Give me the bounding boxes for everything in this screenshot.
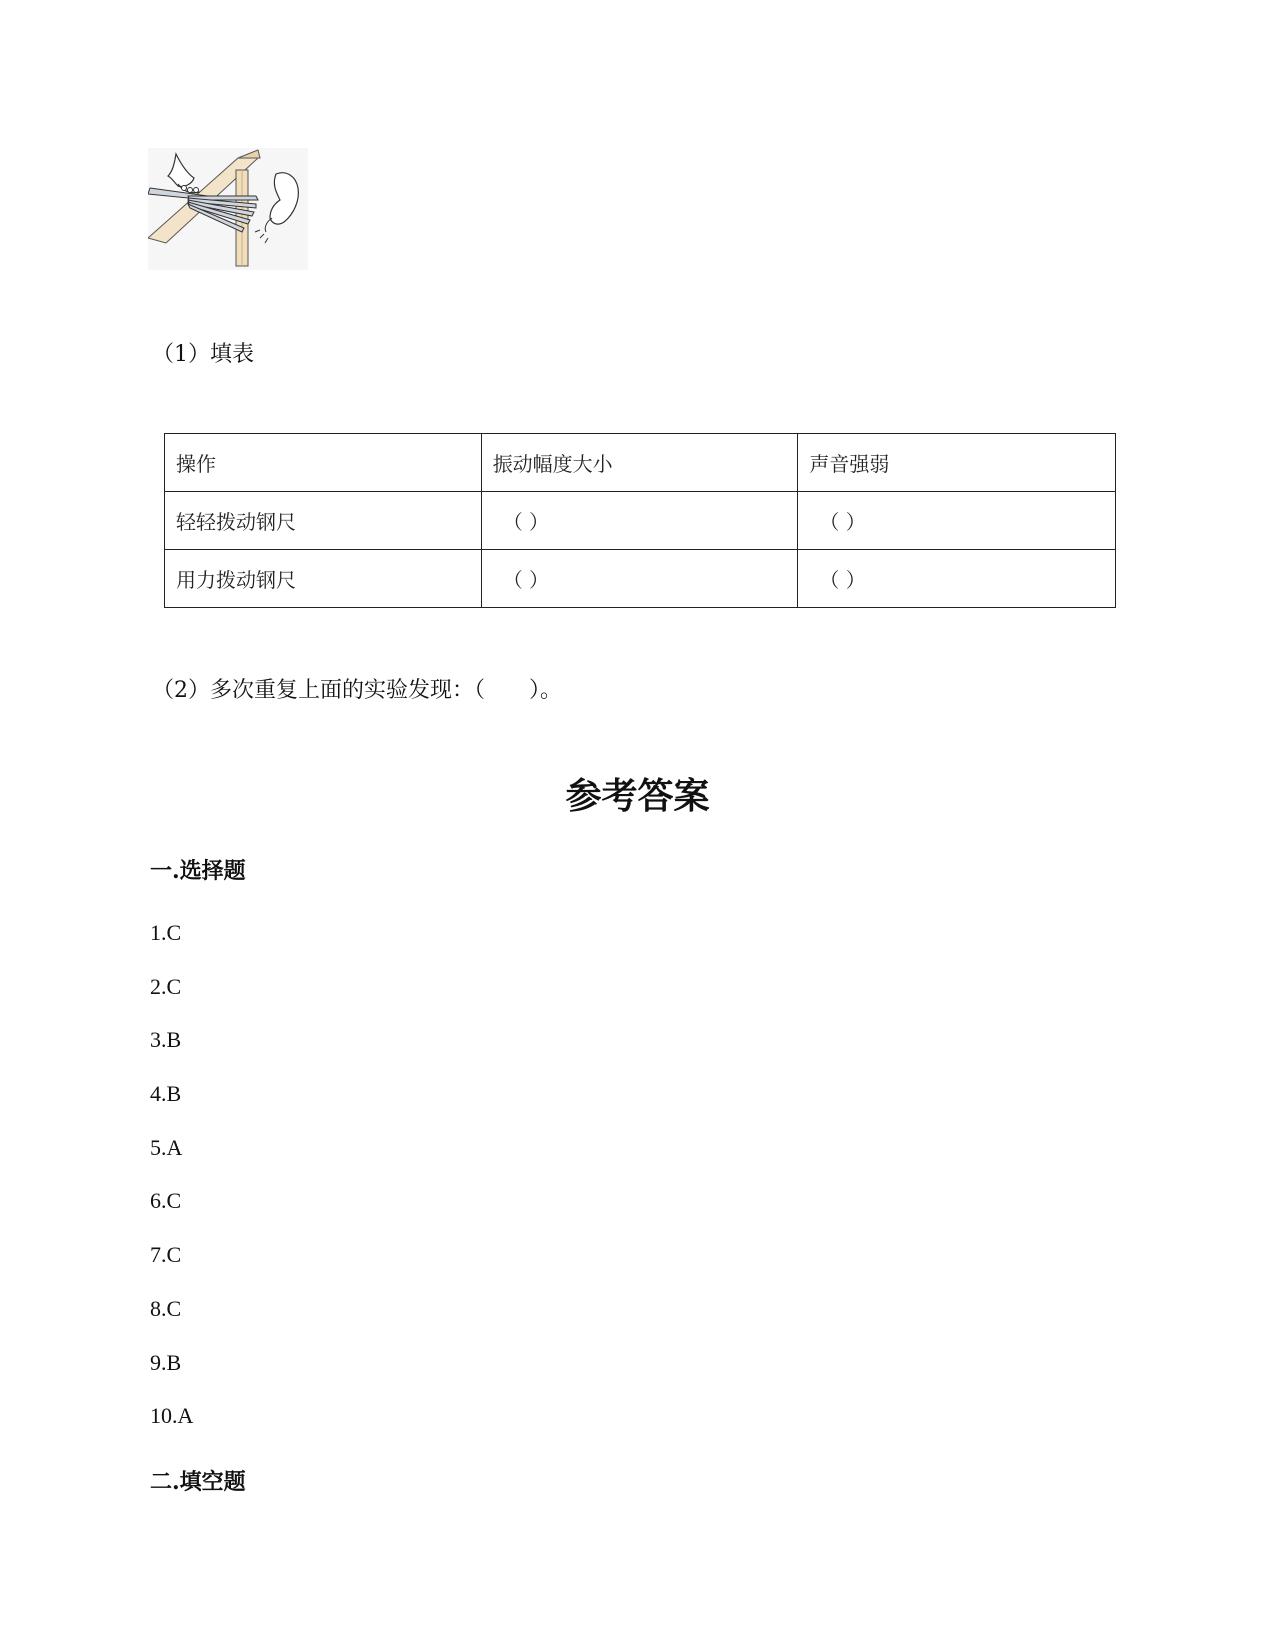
list-item: 7.C: [150, 1242, 182, 1268]
blank-parentheses: （ ）: [502, 568, 550, 592]
table-cell-amplitude-blank[interactable]: [481, 550, 798, 608]
list-item: 5.A: [150, 1134, 183, 1160]
table-cell-amplitude-blank[interactable]: [481, 492, 798, 550]
section-heading-fill-in: 二.填空题: [150, 1469, 246, 1495]
table-row: [165, 492, 1116, 550]
blank-parentheses: （ ）: [819, 568, 866, 592]
list-item: 2.C: [150, 973, 182, 999]
list-item: 10.A: [150, 1403, 194, 1429]
fill-in-table: [164, 433, 1116, 608]
table-header-operation: 操作: [165, 434, 482, 492]
table-header-row: [165, 434, 1116, 492]
table-cell-sound-blank[interactable]: [798, 492, 1116, 550]
question-1-label: （1）填表: [152, 342, 254, 367]
list-item: 3.B: [150, 1027, 182, 1053]
answer-key-title: 参考答案: [565, 775, 710, 817]
blank-parentheses: （ ）: [819, 510, 866, 534]
list-item: 9.B: [150, 1349, 182, 1375]
blank-parentheses: （ ）: [502, 510, 550, 534]
list-item: 4.B: [150, 1081, 182, 1107]
table-header-amplitude: 振动幅度大小: [481, 434, 798, 492]
list-item: 8.C: [150, 1295, 182, 1321]
table-cell-sound-blank[interactable]: [798, 550, 1116, 608]
list-item: 6.C: [150, 1188, 182, 1214]
table-cell-operation: 轻轻拨动钢尺: [165, 492, 482, 550]
list-item: 1.C: [150, 920, 182, 945]
question-2-label: （2）多次重复上面的实验发现：（ ）。: [152, 678, 562, 703]
table-cell-operation: 用力拨动钢尺: [165, 550, 482, 608]
section-heading-choice: 一.选择题: [150, 858, 246, 884]
choice-answer-list: [150, 918, 193, 1455]
table-row: [165, 550, 1116, 608]
table-header-sound: 声音强弱: [798, 434, 1116, 492]
ruler-on-table-illustration: [148, 148, 308, 270]
ruler-on-table-icon: [148, 148, 308, 270]
